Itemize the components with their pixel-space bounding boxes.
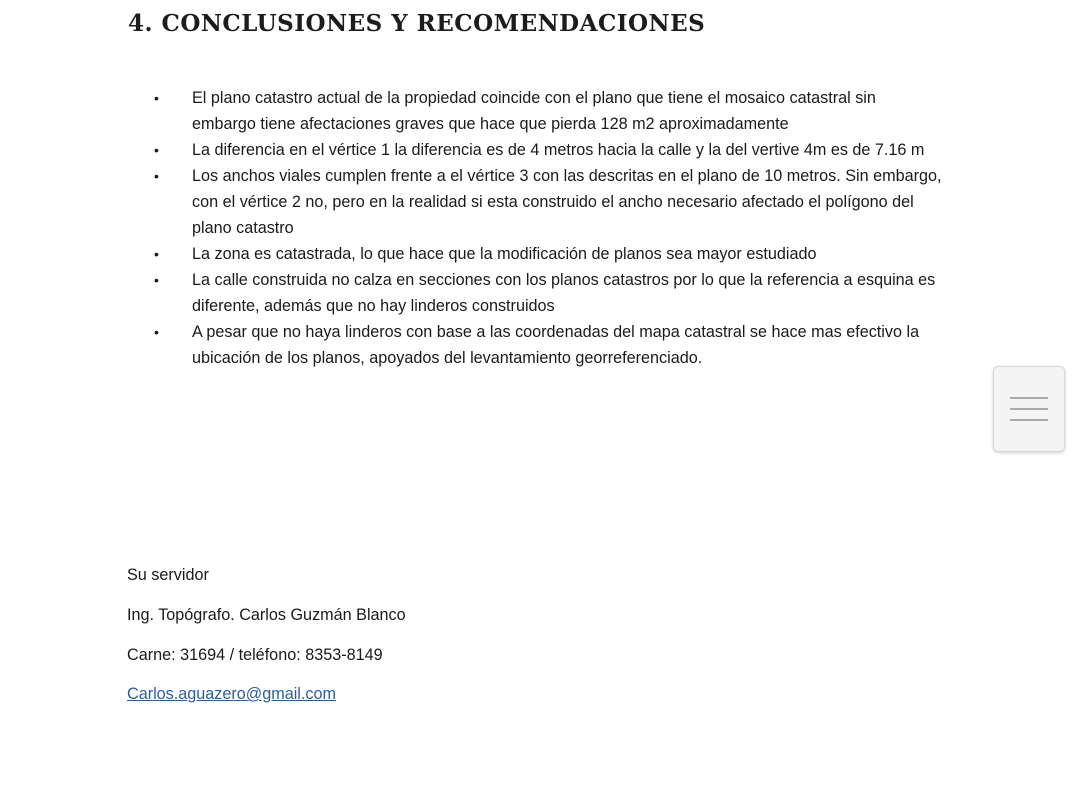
list-item [144, 241, 944, 267]
bullet-icon: • [154, 324, 159, 340]
signature-email-link[interactable]: Carlos.aguazero@gmail.com [127, 685, 336, 703]
list-item [144, 319, 944, 371]
handle-line [1010, 397, 1048, 399]
list-item-text: El plano catastro actual de la propiedad coincide con el plano que tiene el mosaico catastral sin embargo tiene afectaciones graves que hace que pierda 128 m2 aproximadamente [192, 89, 876, 133]
bullet-icon: • [154, 90, 159, 106]
list-item-text: La calle construida no calza en secciones con los planos catastros por lo que la referencia a esquina es diferente, además que no hay linderos construidos [192, 271, 936, 315]
signature-id-phone: Carne: 31694 / teléfono: 8353-8149 [127, 646, 383, 664]
bullet-icon: • [154, 246, 159, 262]
conclusions-list [144, 85, 944, 371]
signature-name: Ing. Topógrafo. Carlos Guzmán Blanco [127, 606, 406, 624]
list-item [144, 163, 944, 241]
list-item-text: La zona es catastrada, lo que hace que la modificación de planos sea mayor estudiado [192, 245, 817, 263]
hamburger-lines-icon[interactable] [993, 366, 1065, 452]
signature-closing: Su servidor [127, 566, 209, 584]
bullet-icon: • [154, 168, 159, 184]
handle-line [1010, 419, 1048, 421]
list-item [144, 267, 944, 319]
list-item-text: A pesar que no haya linderos con base a las coordenadas del mapa catastral se hace mas efectivo la ubicación de los planos, apoyados del levantamiento georreferenciado. [192, 323, 920, 367]
bullet-icon: • [154, 142, 159, 158]
list-item-text: Los anchos viales cumplen frente a el vértice 3 con las descritas en el plano de 10 metros. Sin embargo, con el vértice 2 no, pero en la realidad si esta construido el ancho necesario afectado el polígono del plano catastro [192, 167, 942, 237]
bullet-icon: • [154, 272, 159, 288]
list-item [144, 85, 944, 137]
section-heading: 4. CONCLUSIONES Y RECOMENDACIONES [128, 10, 706, 37]
handle-line [1010, 408, 1048, 410]
list-item-text: La diferencia en el vértice 1 la diferencia es de 4 metros hacia la calle y la del vertive 4m es de 7.16 m [192, 141, 925, 159]
list-item [144, 137, 944, 163]
